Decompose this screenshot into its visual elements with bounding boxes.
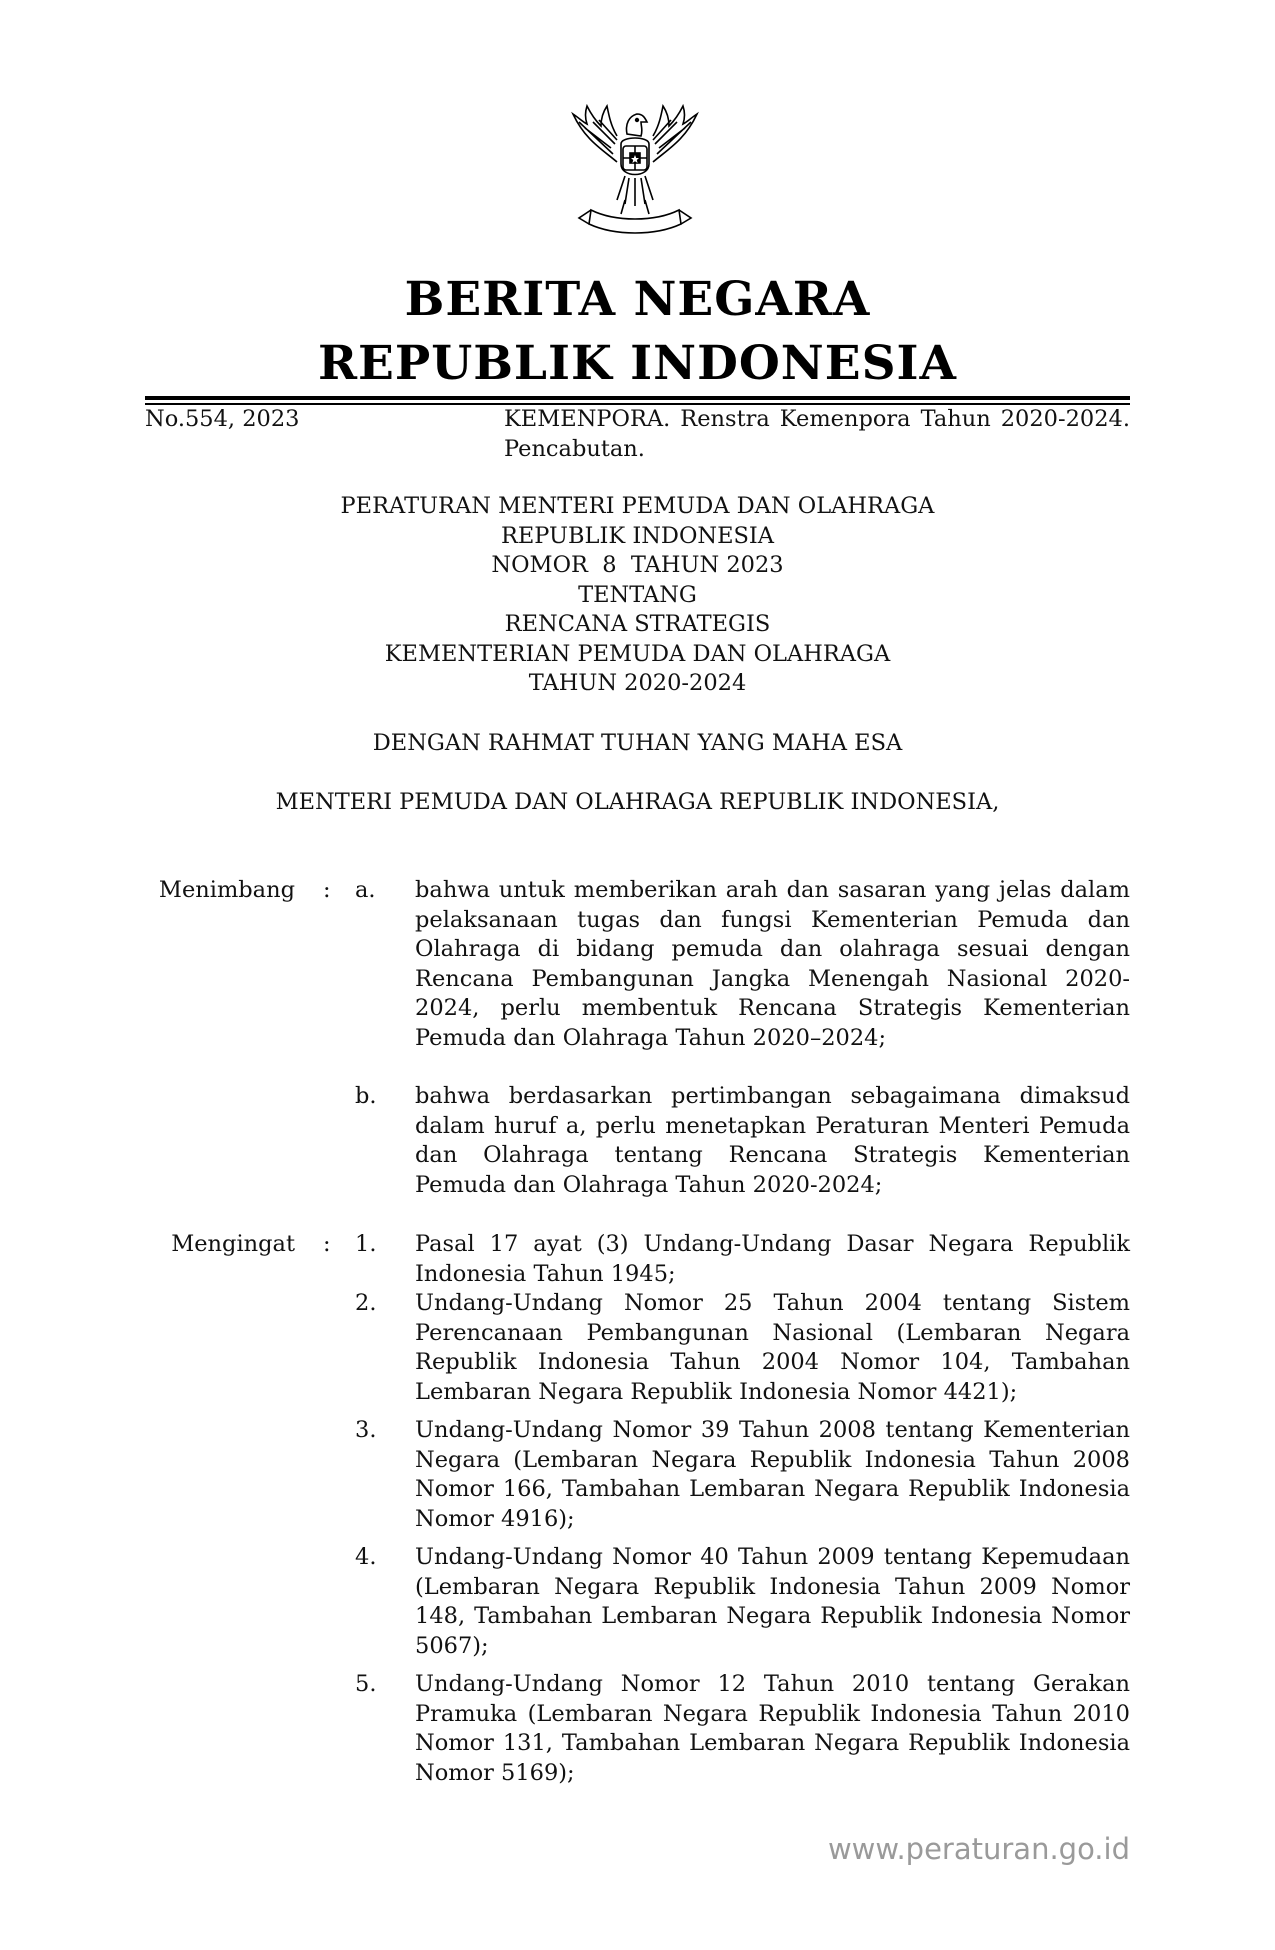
mengingat-item-4: Undang-Undang Nomor 40 Tahun 2009 tentang Kepemudaan (Lembaran Negara Republik Indonesia Tahun 2009 Nomor 148, Tambahan Lembaran Negara Republik Indonesia Nomor 5067);	[415, 1544, 1130, 1659]
header-rule-thick	[145, 396, 1130, 400]
mengingat-label: Mengingat	[171, 1231, 295, 1257]
regulation-line: RENCANA STRATEGIS	[504, 611, 771, 637]
menimbang-label: Menimbang	[158, 877, 295, 903]
menimbang-marker-a: a.	[355, 877, 376, 903]
blessing-text: DENGAN RAHMAT TUHAN YANG MAHA ESA	[372, 730, 903, 756]
mengingat-marker-1: 1.	[355, 1231, 377, 1257]
minister-text: MENTERI PEMUDA DAN OLAHRAGA REPUBLIK INDONESIA,	[275, 789, 1000, 815]
gazette-number: No.554, 2023	[145, 406, 300, 432]
gazette-summary: KEMENPORA. Renstra Kemenpora Tahun 2020-2024. Pencabutan.	[504, 406, 1130, 462]
garuda-emblem-icon	[555, 100, 715, 250]
regulation-line: PERATURAN MENTERI PEMUDA DAN OLAHRAGA	[340, 493, 935, 519]
mengingat-item-5: Undang-Undang Nomor 12 Tahun 2010 tentang Gerakan Pramuka (Lembaran Negara Republik Indonesia Tahun 2010 Nomor 131, Tambahan Lembaran Negara Republik Indonesia Nomor 5169);	[415, 1671, 1130, 1786]
regulation-line: REPUBLIK INDONESIA	[500, 522, 775, 549]
menimbang-marker-b: b.	[355, 1083, 377, 1109]
mengingat-marker-5: 5.	[355, 1671, 377, 1697]
mengingat-marker-2: 2.	[355, 1290, 377, 1316]
mengingat-colon: :	[323, 1231, 331, 1257]
blessing-line	[0, 729, 1275, 759]
regulation-line: NOMOR 8 TAHUN 2023	[491, 552, 784, 578]
regulation-line: TENTANG	[578, 581, 697, 608]
regulation-line: TAHUN 2020-2024	[528, 670, 747, 696]
mengingat-item-3: Undang-Undang Nomor 39 Tahun 2008 tentang Kementerian Negara (Lembaran Negara Republik Indonesia Tahun 2008 Nomor 166, Tambahan Lembaran Negara Republik Indonesia Nomor 4916);	[415, 1417, 1130, 1532]
mengingat-marker-3: 3.	[355, 1417, 377, 1443]
gazette-subtitle: REPUBLIK INDONESIA	[317, 336, 957, 391]
regulation-line: KEMENTERIAN PEMUDA DAN OLAHRAGA	[384, 640, 891, 667]
menimbang-colon: :	[323, 877, 331, 903]
mengingat-item-2: Undang-Undang Nomor 25 Tahun 2004 tentang Sistem Perencanaan Pembangunan Nasional (Lembaran Negara Republik Indonesia Tahun 2004 Nomor 104, Tambahan Lembaran Negara Republik Indonesia Nomor 4421);	[415, 1290, 1130, 1405]
regulation-heading	[0, 492, 1275, 699]
menimbang-item-b: bahwa berdasarkan pertimbangan sebagaimana dimaksud dalam huruf a, perlu menetapkan Peraturan Menteri Pemuda dan Olahraga tentang Rencana Strategis Kementerian Pemuda dan Olahraga Tahun 2020-2024;	[415, 1083, 1130, 1198]
footer-website-link[interactable]: www.peraturan.go.id	[827, 1832, 1130, 1866]
gazette-title: BERITA NEGARA	[404, 272, 871, 327]
mengingat-marker-4: 4.	[355, 1544, 377, 1570]
mengingat-item-1: Pasal 17 ayat (3) Undang-Undang Dasar Negara Republik Indonesia Tahun 1945;	[415, 1231, 1130, 1287]
minister-line	[0, 788, 1275, 818]
menimbang-item-a: bahwa untuk memberikan arah dan sasaran yang jelas dalam pelaksanaan tugas dan fungsi Kementerian Pemuda dan Olahraga di bidang pemuda dan olahraga sesuai dengan Rencana Pembangunan Jangka Menengah Nasional 2020-2024, perlu membentuk Rencana Strategis Kementerian Pemuda dan Olahraga Tahun 2020–2024;	[415, 877, 1130, 1051]
